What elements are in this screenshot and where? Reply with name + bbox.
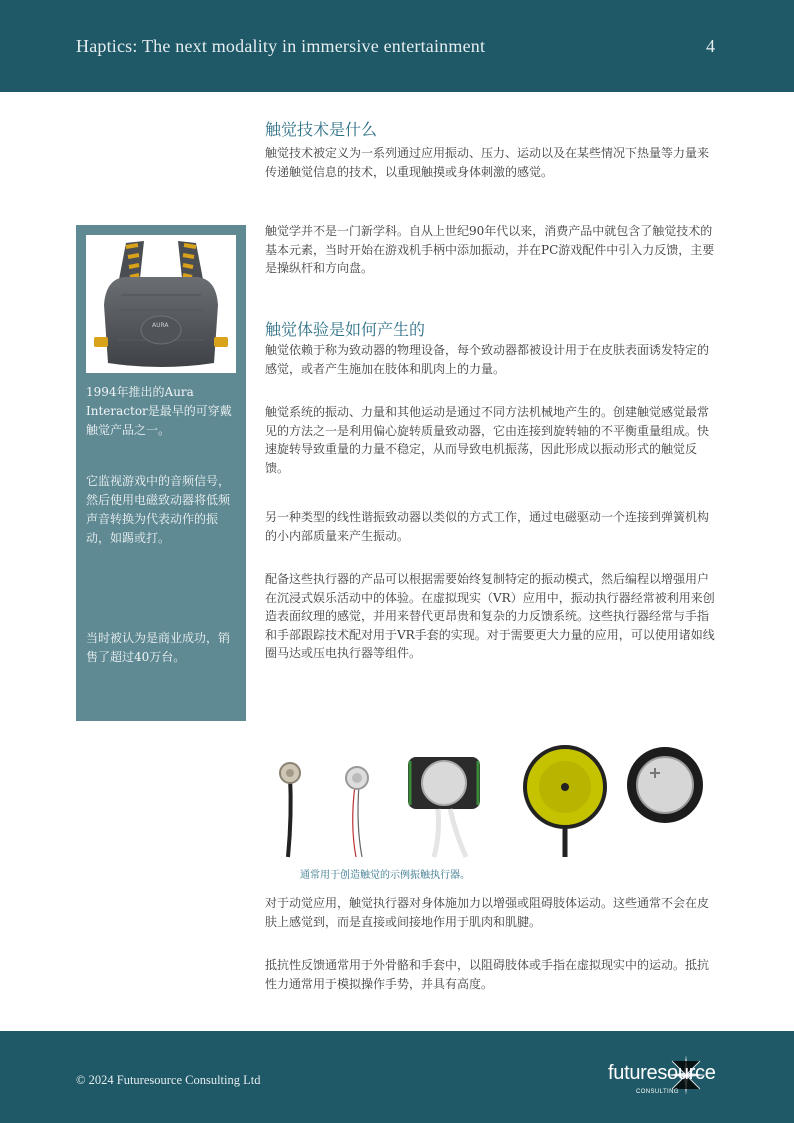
sidebar-panel xyxy=(76,225,246,721)
aura-interactor-photo xyxy=(86,235,236,373)
actuators-caption: 通常用于创造触觉的示例振触执行器。 xyxy=(300,870,470,881)
paragraph-kinesthetic: 对于动觉应用，触觉执行器对身体施加力以增强或阻碍肢体运动。这些通常不会在皮肤上感觉到，而是直接或间接地作用于肌肉和肌腱。 xyxy=(265,896,710,929)
futuresource-logo xyxy=(606,1057,724,1101)
document-title: Haptics: The next modality in immersive entertainment xyxy=(76,36,486,56)
copyright-text: © 2024 Futuresource Consulting Ltd xyxy=(76,1073,261,1087)
sidebar-note-audio: 它监视游戏中的音频信号，然后使用电磁致动器将低频声音转换为代表动作的振动，如踢或打。 xyxy=(86,474,231,545)
actuators-photo xyxy=(270,745,720,860)
vest-logo: AURA xyxy=(152,322,169,329)
logo-wordmark: futuresource xyxy=(608,1062,716,1084)
paragraph-resistive: 抵抗性反馈通常用于外骨骼和手套中，以阻碍肢体或手指在虚拟现实中的运动。抵抗性力通常用于模拟操作手势，并具有高度。 xyxy=(265,958,710,991)
paragraph-vr-usage: 配备这些执行器的产品可以根据需要始终复制特定的振动模式，然后编程以增强用户在沉浸式娱乐活动中的体验。在虚拟现实（VR）应用中，振动执行器经常被利用来创造表面纹理的感觉，并用来替代更昂贵和复杂的力反馈系统。这些执行器经常与手指和手部跟踪技术配对用于VR手套的实现。对于需要更大力量的应用，可以使用诸如线圈马达或压电执行器等组件。 xyxy=(265,572,715,660)
page-footer xyxy=(0,1031,794,1123)
section-heading-how-haptics-work: 触觉体验是如何产生的 xyxy=(265,320,426,339)
sidebar-note-aura: 1994年推出的Aura Interactor是最早的可穿戴触觉产品之一。 xyxy=(86,385,232,437)
logo-subtitle: CONSULTING xyxy=(636,1089,679,1095)
paragraph-lra: 另一种类型的线性谐振致动器以类似的方式工作，通过电磁驱动一个连接到弹簧机构的小内部质量来产生振动。 xyxy=(265,510,710,543)
actuators-illustration xyxy=(270,745,720,860)
paragraph-definition: 触觉技术被定义为一系列通过应用振动、压力、运动以及在某些情况下热量等力量来传递触觉信息的技术，以重现触摸或身体刺激的感觉。 xyxy=(265,146,710,179)
vest-illustration xyxy=(86,235,236,373)
page-header xyxy=(0,0,794,92)
sidebar-note-sales: 当时被认为是商业成功，销售了超过40万台。 xyxy=(86,631,231,664)
paragraph-actuators: 触觉依赖于称为致动器的物理设备，每个致动器都被设计用于在皮肤表面诱发特定的感觉，或者产生施加在肢体和肌肉上的力量。 xyxy=(265,343,710,376)
paragraph-erm: 触觉系统的振动、力量和其他运动是通过不同方法机械地产生的。创建触觉感觉最常见的方法之一是利用偏心旋转质量致动器，它由连接到旋转轴的不平衡重量组成。快速旋转导致重量的力量不稳定，从而导致电机振荡，因此形成以振动形式的触觉反馈。 xyxy=(265,405,710,475)
section-heading-what-is-haptics: 触觉技术是什么 xyxy=(265,120,378,139)
paragraph-history: 触觉学并不是一门新学科。自从上世纪90年代以来，消费产品中就包含了触觉技术的基本元素，当时开始在游戏机手柄中添加振动，并在PC游戏配件中引入力反馈，主要是操纵杆和方向盘。 xyxy=(265,224,715,275)
page-number: 4 xyxy=(706,36,715,56)
